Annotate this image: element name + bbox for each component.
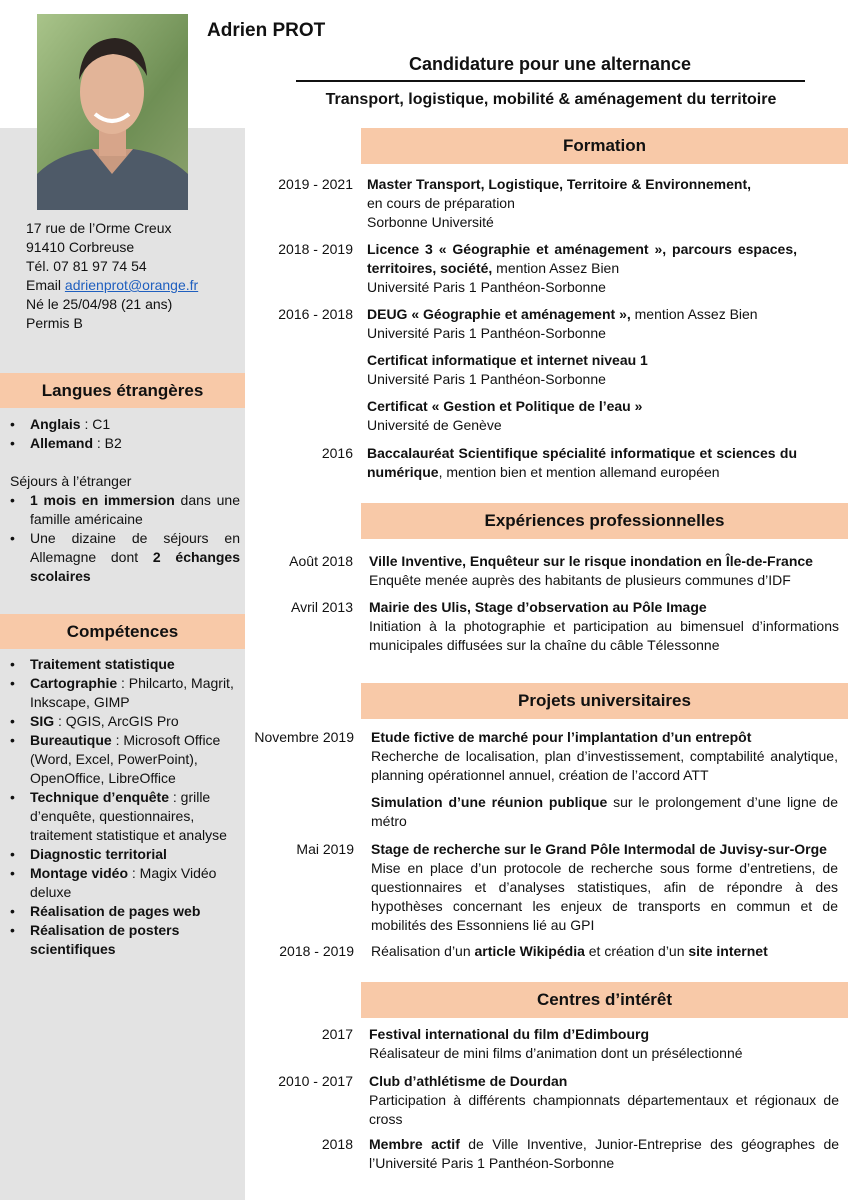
skills-heading: Compétences xyxy=(0,614,245,649)
experiences-heading: Expériences professionnelles xyxy=(361,503,848,539)
interests-heading: Centres d’intérêt xyxy=(361,982,848,1018)
driving-license: Permis B xyxy=(26,315,83,331)
project-date: Novembre 2019 xyxy=(254,729,354,745)
email-link[interactable]: adrienprot@orange.fr xyxy=(64,277,199,293)
skill-item: • SIG : QGIS, ArcGIS Pro xyxy=(10,712,240,731)
email-label: Email xyxy=(26,277,65,293)
candidature-subtitle: Transport, logistique, mobilité & aménagement du territoire xyxy=(325,91,777,108)
candidature-title: Candidature pour une alternance xyxy=(408,54,692,74)
stay-item: • Une dizaine de séjours en Allemagne dont 2 échanges scolaires xyxy=(10,529,240,586)
formation-entry: Baccalauréat Scientifique spécialité informatique et sciences du numérique, mention bien et mention allemand européen xyxy=(367,445,797,480)
profile-photo xyxy=(37,14,188,210)
language-item: • Allemand : B2 xyxy=(10,434,240,453)
title-divider xyxy=(296,80,805,82)
projects-heading: Projets universitaires xyxy=(361,683,848,719)
project-entry: Simulation d’une réunion publique sur le prolongement d’une ligne de métro xyxy=(371,794,839,829)
interest-entry: Club d’athlétisme de Dourdan Participation à différents championnats départementaux et régionaux de cross xyxy=(369,1073,839,1127)
languages-heading: Langues étrangères xyxy=(0,373,245,408)
skill-item: • Montage vidéo : Magix Vidéo deluxe xyxy=(10,864,240,902)
project-entry: Réalisation d’un article Wikipédia et création d’un site internet xyxy=(371,943,768,959)
languages-block xyxy=(10,415,240,586)
skill-item: • Réalisation de posters scientifiques xyxy=(10,921,240,959)
formation-entry: DEUG « Géographie et aménagement », mention Assez Bien Université Paris 1 Panthéon-Sorbonne xyxy=(367,306,758,341)
phone: Tél. 07 81 97 74 54 xyxy=(26,258,147,274)
interest-entry: Festival international du film d’Edimbourg Réalisateur de mini films d’animation dont un présélectionné xyxy=(369,1026,743,1061)
skill-item: • Cartographie : Philcarto, Magrit, Inkscape, GIMP xyxy=(10,674,240,712)
language-item: • Anglais : C1 xyxy=(10,415,240,434)
formation-entry: Certificat informatique et internet niveau 1 Université Paris 1 Panthéon-Sorbonne xyxy=(367,352,648,387)
formation-date: 2019 - 2021 xyxy=(278,176,353,192)
interest-date: 2017 xyxy=(321,1026,353,1042)
formation-heading: Formation xyxy=(361,128,848,164)
address-line-2: 91410 Corbreuse xyxy=(26,239,135,255)
formation-date: 2016 - 2018 xyxy=(278,306,353,322)
formation-entry: Master Transport, Logistique, Territoire & Environnement, en cours de préparation Sorbonne Université xyxy=(367,176,752,230)
interest-date: 2018 xyxy=(321,1136,353,1152)
address-line-1: 17 rue de l’Orme Creux xyxy=(26,220,172,236)
project-entry: Etude fictive de marché pour l’implantation d’un entrepôt Recherche de localisation, plan d’investissement, comptabilité analytique, planning opérationnel annuel, création de l’accord ATT xyxy=(371,729,838,783)
experience-entry: Ville Inventive, Enquêteur sur le risque inondation en Île-de-France Enquête menée auprès des habitants de plusieurs communes d’IDF xyxy=(369,553,813,588)
project-date: 2018 - 2019 xyxy=(279,943,354,959)
candidate-name: Adrien PROT xyxy=(207,20,326,41)
email-line xyxy=(26,276,198,295)
experience-entry: Mairie des Ulis, Stage d’observation au Pôle Image Initiation à la photographie et participation au bimensuel d’informations municipales diffusées sur la chaîne du câble Télessonne xyxy=(369,599,839,653)
contact-block xyxy=(26,219,198,333)
interest-date: 2010 - 2017 xyxy=(278,1073,353,1089)
skill-item: • Traitement statistique xyxy=(10,655,240,674)
skill-item: • Diagnostic territorial xyxy=(10,845,240,864)
stay-item: • 1 mois en immersion dans une famille américaine xyxy=(10,491,240,529)
skill-item: • Bureautique : Microsoft Office (Word, Excel, PowerPoint), OpenOffice, LibreOffice xyxy=(10,731,240,788)
skill-item: • Réalisation de pages web xyxy=(10,902,240,921)
interest-entry: Membre actif de Ville Inventive, Junior-Entreprise des géographes de l’Université Paris 1 Panthéon-Sorbonne xyxy=(369,1136,840,1171)
skills-block xyxy=(10,655,240,959)
project-date: Mai 2019 xyxy=(296,841,354,857)
formation-entry: Certificat « Gestion et Politique de l’eau » Université de Genève xyxy=(367,398,643,433)
skill-item: • Technique d’enquête : grille d’enquête, questionnaires, traitement statistique et analyse xyxy=(10,788,240,845)
formation-date: 2016 xyxy=(321,445,353,461)
experience-date: Avril 2013 xyxy=(290,599,353,615)
stays-abroad-title: Séjours à l’étranger xyxy=(10,473,132,489)
birth-date: Né le 25/04/98 (21 ans) xyxy=(26,296,173,312)
project-entry: Stage de recherche sur le Grand Pôle Intermodal de Juvisy-sur-Orge Mise en place d’un protocole de recherche sous forme d’entretiens, de questionnaires et d’analyses statistiques, afin de répondre à des hypothèses concernant les enjeux de transports en commun et de mobilités des Essonniens lié au GPI xyxy=(371,841,838,933)
formation-entry: Licence 3 « Géographie et aménagement », parcours espaces, territoires, société, mention Assez Bien Université Paris 1 Panthéon-Sorbonne xyxy=(367,241,797,295)
experience-date: Août 2018 xyxy=(289,553,353,569)
formation-date: 2018 - 2019 xyxy=(278,241,353,257)
